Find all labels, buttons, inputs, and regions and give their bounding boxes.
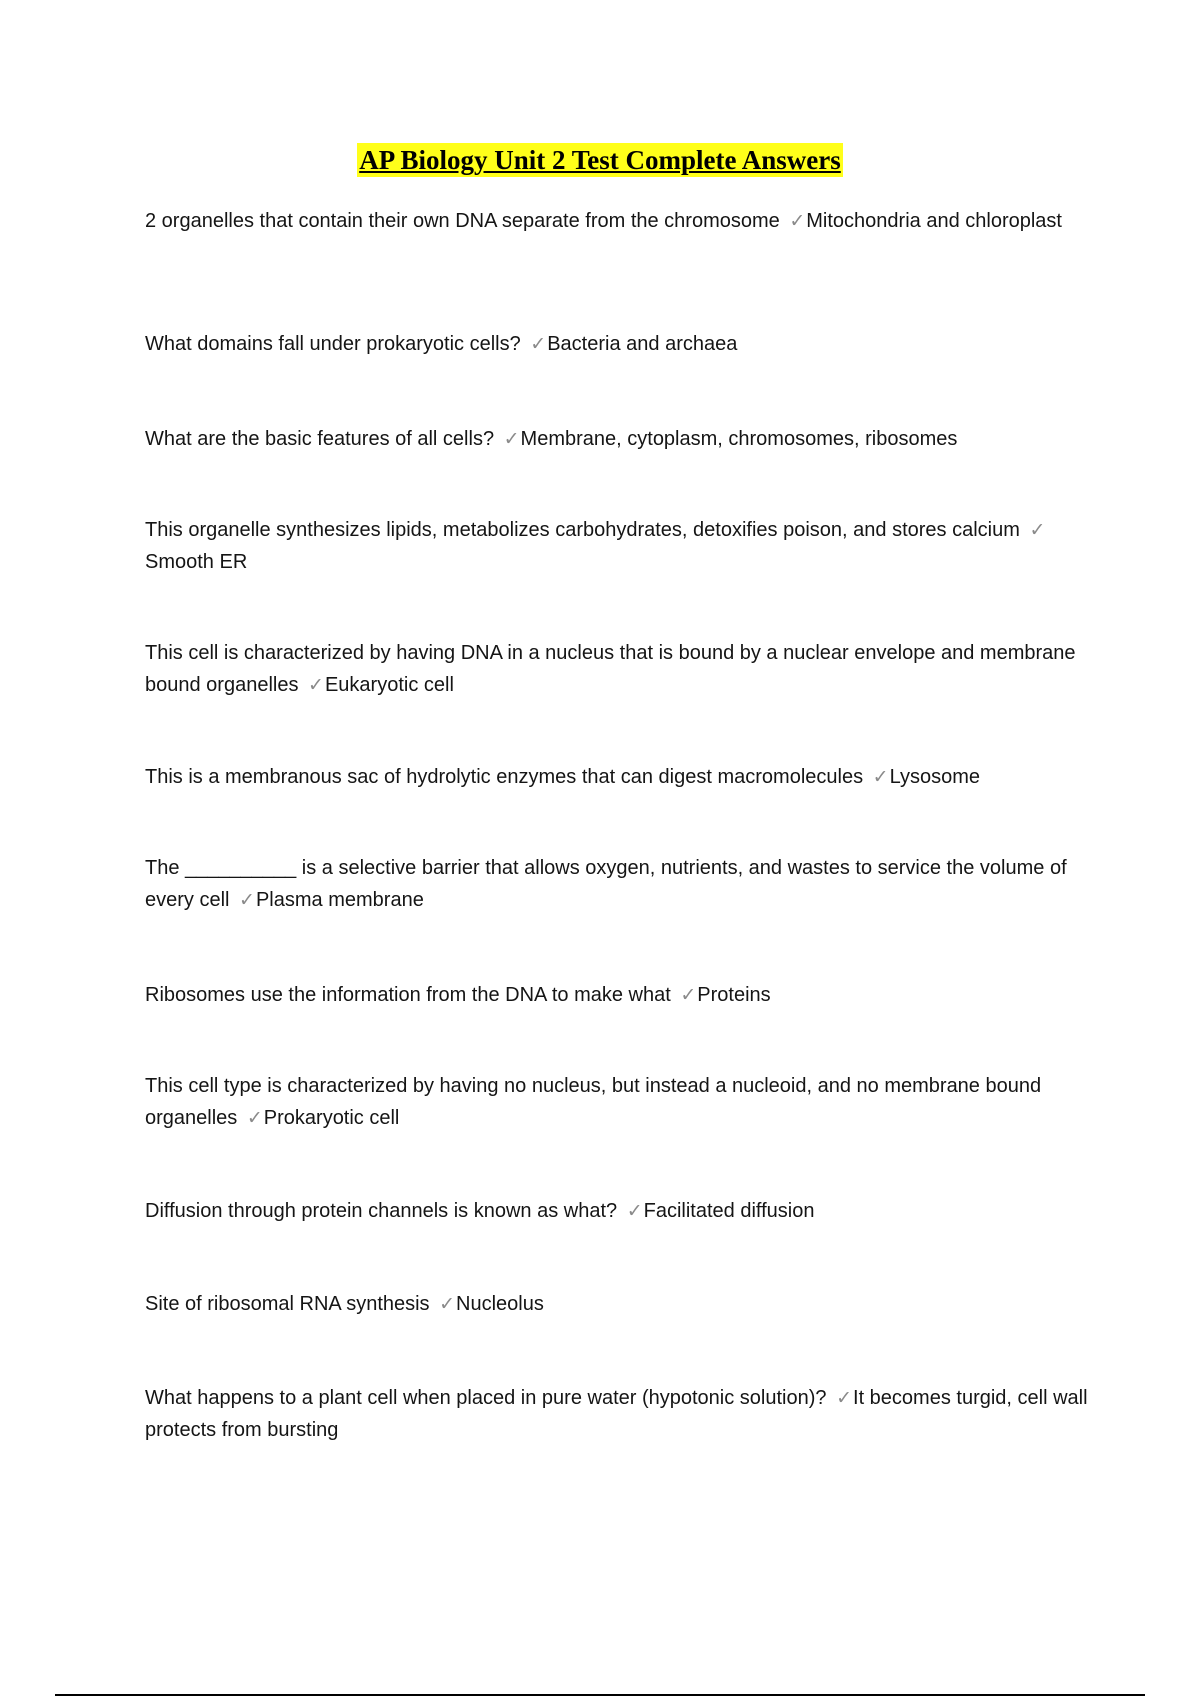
answer-text: Facilitated diffusion [643,1200,815,1222]
question-text: The __________ is a selective barrier that allows oxygen, nutrients, and wastes to service the volume of every cell [145,857,1067,911]
question-text: What happens to a plant cell when placed in pure water (hypotonic solution)? [145,1387,827,1409]
qa-item-5 [145,637,1095,701]
page-bottom-rule [55,1694,1145,1696]
answer-text: Eukaryotic cell [324,674,454,696]
qa-item-1 [145,205,1095,237]
question-text: 2 organelles that contain their own DNA separate from the chromosome [145,210,780,232]
answer-text: Smooth ER [145,551,248,573]
question-text: What are the basic features of all cells? [145,428,495,450]
answer-text: Membrane, cytoplasm, chromosomes, ribosomes [520,428,958,450]
qa-item-11 [145,1288,1095,1320]
title-container [0,143,1200,177]
answer-text: It becomes turgid, cell wall protects from bursting [145,1387,1088,1441]
qa-item-3 [145,423,1095,455]
question-text: This is a membranous sac of hydrolytic enzymes that can digest macromolecules [145,766,864,788]
answer-text: Lysosome [889,766,980,788]
question-text: Site of ribosomal RNA synthesis [145,1293,430,1315]
check-mark-icon: ✓ [1029,519,1046,541]
check-mark-icon: ✓ [789,210,806,232]
check-mark-icon: ✓ [836,1387,853,1409]
qa-item-9 [145,1070,1095,1134]
check-mark-icon: ✓ [308,674,324,696]
check-mark-icon: ✓ [439,1293,456,1315]
check-mark-icon: ✓ [246,1107,263,1129]
question-text: Diffusion through protein channels is known as what? [145,1200,618,1222]
qa-item-7 [145,852,1095,916]
check-mark-icon: ✓ [626,1200,643,1222]
question-text: This cell type is characterized by having no nucleus, but instead a nucleoid, and no membrane bound organelles [145,1075,1042,1129]
question-text: Ribosomes use the information from the DNA to make what [145,984,671,1006]
qa-item-8 [145,979,1095,1011]
qa-item-6 [145,761,1095,793]
qa-item-2 [145,328,1095,360]
qa-item-12 [145,1382,1095,1446]
qa-item-4 [145,514,1095,578]
check-mark-icon: ✓ [680,984,697,1006]
check-mark-icon: ✓ [530,333,547,355]
answer-text: Proteins [697,984,771,1006]
document-title: AP Biology Unit 2 Test Complete Answers [359,145,841,175]
question-text: This cell is characterized by having DNA in a nucleus that is bound by a nuclear envelope and membrane bound organelles [145,642,1076,696]
qa-item-10 [145,1195,1095,1227]
check-mark-icon: ✓ [872,766,889,788]
check-mark-icon: ✓ [239,889,255,911]
question-text: This organelle synthesizes lipids, metabolizes carbohydrates, detoxifies poison, and stores calcium [145,519,1020,541]
check-mark-icon: ✓ [503,428,520,450]
answer-text: Plasma membrane [255,889,424,911]
answer-text: Nucleolus [456,1293,544,1315]
answer-text: Bacteria and archaea [547,333,738,355]
answer-text: Mitochondria and chloroplast [806,210,1062,232]
answer-text: Prokaryotic cell [263,1107,400,1129]
question-text: What domains fall under prokaryotic cells? [145,333,521,355]
